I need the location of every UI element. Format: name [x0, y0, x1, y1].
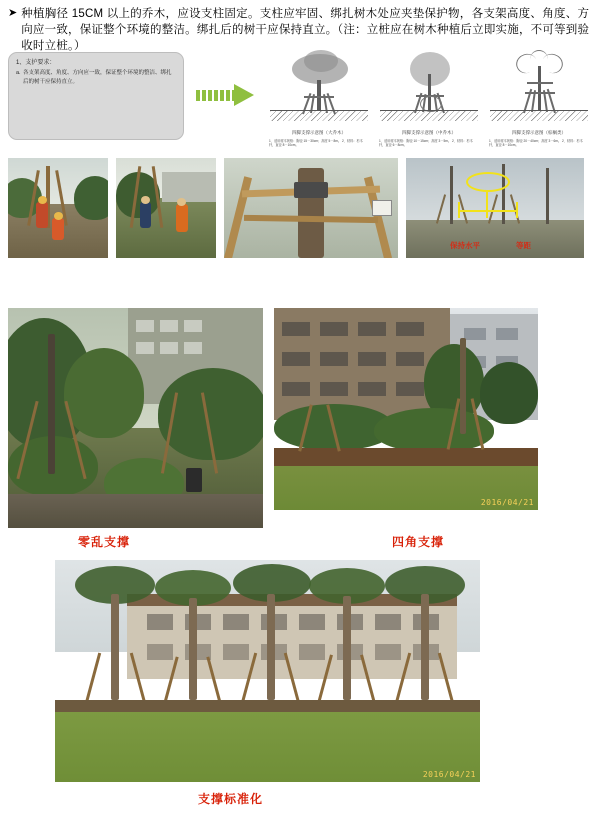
photo-row [8, 158, 592, 258]
header-block [8, 6, 592, 54]
header-paragraph: 种植胸径 15CM 以上的乔木，应设支柱固定。支柱应牢固、绑扎树木处应夹垫保护物，各支架高度、角度、方向应一致，保证整个环境的整洁。绑扎后的树干应保持直立。（注：立桩应在树木种植后立即实施，不可等到验收时立桩。） [21, 8, 590, 52]
note-title: 1、支护要求： [16, 60, 56, 66]
photo-timestamp: 2016/04/21 [480, 498, 534, 507]
caption-standardized-support: 支撑标准化 [198, 792, 264, 806]
green-dashed-arrow-icon [196, 84, 258, 106]
messy-support-photo [8, 308, 263, 528]
level-line-icon [458, 210, 518, 212]
caption-messy-support: 零乱支撑 [78, 535, 131, 549]
cad-diagram-medium-tree [376, 48, 482, 148]
cad-diagram-strip [266, 48, 592, 148]
cad-note-2: 1、适用树木规格：胸径 10－15cm；高度 3－5m。 2、材料：杉木杆，直径 6－8cm。 [379, 138, 473, 148]
annotation-equal-spacing: 等距 [516, 241, 531, 250]
four-leg-support-photo [274, 308, 538, 510]
cad-diagram-palm-tree [486, 48, 592, 148]
cad-caption-3: 四脚支撑示意图（棕榈类） [512, 130, 566, 135]
caption-four-leg-support: 四角支撑 [392, 535, 445, 549]
standardized-support-photo [55, 560, 480, 782]
big-photo-row [8, 308, 592, 528]
note-item: a. 各支架高度、角度、方向应一致，保证整个环境的整洁、绑扎后的树干应保持直立。 [16, 69, 176, 86]
diagram-row [8, 48, 592, 148]
photo-timestamp: 2016/04/21 [422, 770, 476, 779]
cad-diagram-large-tree [266, 48, 372, 148]
cad-caption-2: 四脚支撑示意图（中乔木） [402, 130, 456, 135]
bullet-arrow-icon: ➤ [8, 7, 18, 19]
workers-with-ladder-photo [116, 158, 216, 258]
highlight-ellipse-icon [466, 172, 510, 192]
support-alignment-annotated-photo [406, 158, 584, 258]
trunk-wrapping-closeup-photo [224, 158, 398, 258]
cad-note-1: 1、适用树木规格：胸径 15－30cm；高度 5－8m。 2、材料：杉木杆，直径 8－10cm。 [269, 138, 363, 148]
cad-caption-1: 四脚支撑示意图（大乔木） [292, 130, 346, 135]
cad-note-3: 1、适用树木规格：胸径 20－40cm；高度 3－6m。 2、材料：杉木杆，直径 8－10cm。 [489, 138, 583, 148]
annotation-keep-level: 保持水平 [450, 241, 480, 250]
support-requirement-note [8, 52, 184, 140]
workers-installing-support-photo [8, 158, 108, 258]
